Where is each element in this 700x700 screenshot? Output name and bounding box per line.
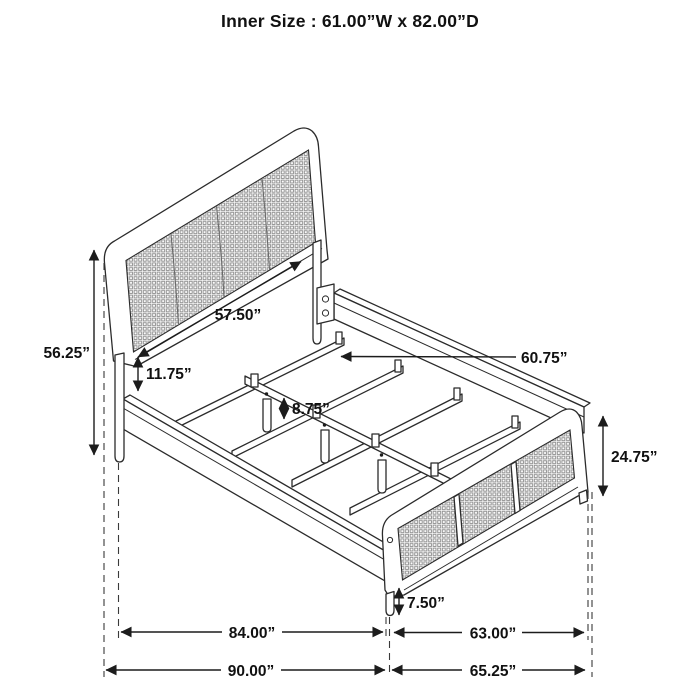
front-side-rail — [123, 395, 392, 581]
dimension-label: 7.50” — [407, 595, 445, 612]
headboard-front-leg — [115, 353, 124, 462]
support-leg — [321, 430, 329, 463]
leader-line — [341, 357, 516, 358]
page-title: Inner Size : 61.00”W x 82.00”D — [221, 11, 479, 31]
front-rail-top-face — [123, 395, 392, 551]
screw-dot — [265, 392, 268, 395]
dimension-side-rail-length — [121, 623, 383, 642]
support-leg — [378, 460, 386, 493]
dimension-under-headboard-clearance — [138, 357, 192, 391]
slat-tab — [454, 388, 460, 400]
dimension-overall-width — [392, 661, 585, 680]
bracket-plate — [317, 284, 334, 324]
headboard — [104, 128, 328, 367]
dimension-label: 84.00” — [228, 625, 276, 642]
slat-tab — [395, 360, 401, 372]
back-rail-top-face — [334, 289, 590, 407]
dimension-footboard-height — [603, 416, 658, 496]
headboard-bracket — [317, 284, 334, 324]
dimension-label: 63.00” — [469, 625, 517, 643]
dimension-overall-depth — [106, 661, 385, 680]
slat-tab — [512, 416, 518, 428]
dimension-footboard-span — [394, 623, 584, 643]
screw-dot — [323, 423, 326, 426]
dimension-label: 11.75” — [146, 366, 192, 383]
slat-tab — [336, 332, 342, 344]
dimension-headboard-height — [43, 250, 94, 455]
footboard-back-leg — [579, 490, 588, 504]
center-rail-joint — [431, 463, 438, 476]
support-leg — [263, 399, 271, 432]
dimension-label: 56.25” — [43, 345, 90, 362]
dimension-label: 65.25” — [469, 663, 517, 680]
footboard-front-leg — [386, 592, 394, 616]
dimension-label: 90.00” — [227, 663, 275, 680]
dimension-label: 57.50” — [214, 307, 262, 324]
dimension-label: 24.75” — [611, 449, 658, 466]
screw-dot — [380, 453, 383, 456]
dimension-label: 8.75” — [292, 401, 330, 418]
dimension-label: 60.75” — [521, 350, 568, 367]
center-rail-joint — [372, 434, 379, 447]
center-rail-joint — [251, 374, 258, 387]
